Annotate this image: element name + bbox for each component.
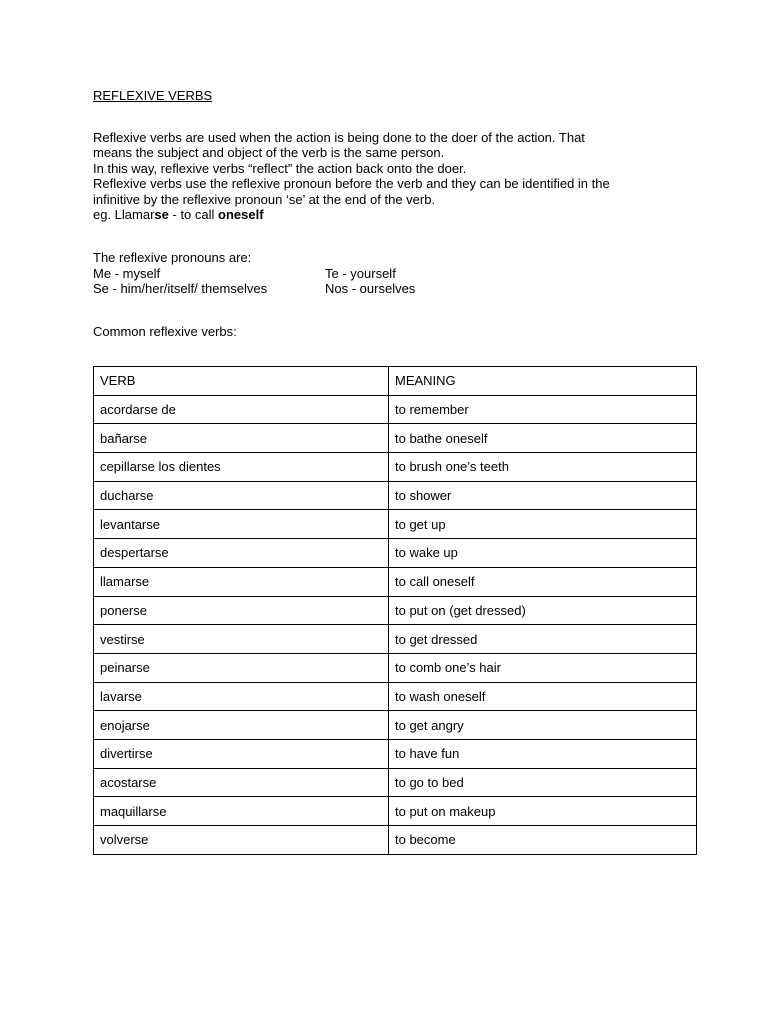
pronoun-row: [93, 266, 396, 281]
table-row: [94, 768, 697, 797]
verb-cell: vestirse: [94, 625, 389, 654]
pronoun-entry: Me - myself: [93, 265, 161, 281]
meaning-cell: to shower: [389, 481, 697, 510]
meaning-cell: to comb one’s hair: [389, 653, 697, 682]
table-row: [94, 711, 697, 740]
table-row: [94, 567, 697, 596]
intro-line: Reflexive verbs are used when the action is being done to the doer of the action. That: [93, 130, 585, 145]
meaning-cell: to go to bed: [389, 768, 697, 797]
meaning-cell: to wash oneself: [389, 682, 697, 711]
table-header-row: [94, 367, 697, 396]
page-title: REFLEXIVE VERBS: [93, 88, 213, 103]
verb-cell: llamarse: [94, 567, 389, 596]
example-middle: - to call: [168, 207, 219, 223]
table-row: [94, 424, 697, 453]
verb-cell: despertarse: [94, 539, 389, 568]
example-meaning: oneself: [218, 207, 264, 223]
intro-line: In this way, reflexive verbs “reflect” the action back onto the doer.: [93, 160, 467, 176]
meaning-cell: to wake up: [389, 539, 697, 568]
verb-cell: bañarse: [94, 424, 389, 453]
table-row: [94, 395, 697, 424]
meaning-cell: to remember: [389, 395, 697, 424]
verb-cell: enojarse: [94, 711, 389, 740]
meaning-cell: to get angry: [389, 711, 697, 740]
table-row: [94, 481, 697, 510]
verb-cell: lavarse: [94, 682, 389, 711]
table-row: [94, 826, 697, 855]
verbs-table: [93, 366, 697, 855]
pronoun-row: [93, 281, 415, 296]
pronoun-entry: Te - yourself: [325, 265, 396, 281]
verb-cell: peinarse: [94, 653, 389, 682]
verb-cell: levantarse: [94, 510, 389, 539]
header-meaning: MEANING: [389, 367, 697, 396]
table-row: [94, 682, 697, 711]
example-line: [93, 207, 693, 222]
meaning-cell: to brush one’s teeth: [389, 453, 697, 482]
meaning-cell: to call oneself: [389, 567, 697, 596]
pronouns-heading: The reflexive pronouns are:: [93, 250, 252, 265]
meaning-cell: to get up: [389, 510, 697, 539]
verb-cell: cepillarse los dientes: [94, 453, 389, 482]
example-prefix: eg. Llamar: [93, 207, 155, 223]
table-row: [94, 539, 697, 568]
table-row: [94, 625, 697, 654]
table-row: [94, 596, 697, 625]
intro-line: Reflexive verbs use the reflexive pronoun before the verb and they can be identified in the: [93, 176, 610, 192]
pronoun-entry: Nos - ourselves: [325, 281, 416, 296]
verb-cell: ducharse: [94, 481, 389, 510]
intro-line: means the subject and object of the verb is the same person.: [93, 145, 445, 161]
verb-cell: maquillarse: [94, 797, 389, 826]
meaning-cell: to bathe oneself: [389, 424, 697, 453]
table-row: [94, 739, 697, 768]
header-verb: VERB: [94, 367, 389, 396]
meaning-cell: to have fun: [389, 739, 697, 768]
table-row: [94, 453, 697, 482]
meaning-cell: to put on (get dressed): [389, 596, 697, 625]
meaning-cell: to get dressed: [389, 625, 697, 654]
common-verbs-heading: Common reflexive verbs:: [93, 324, 237, 339]
verb-cell: divertirse: [94, 739, 389, 768]
meaning-cell: to put on makeup: [389, 797, 697, 826]
meaning-cell: to become: [389, 826, 697, 855]
intro-paragraph: [93, 130, 693, 222]
pronoun-entry: Se - him/her/itself/ themselves: [93, 281, 268, 296]
verb-cell: acostarse: [94, 768, 389, 797]
table-row: [94, 797, 697, 826]
table-row: [94, 653, 697, 682]
verb-cell: acordarse de: [94, 395, 389, 424]
verb-cell: volverse: [94, 826, 389, 855]
verb-cell: ponerse: [94, 596, 389, 625]
intro-line: infinitive by the reflexive pronoun ‘se’ at the end of the verb.: [93, 191, 436, 207]
example-suffix: se: [154, 207, 169, 223]
table-row: [94, 510, 697, 539]
